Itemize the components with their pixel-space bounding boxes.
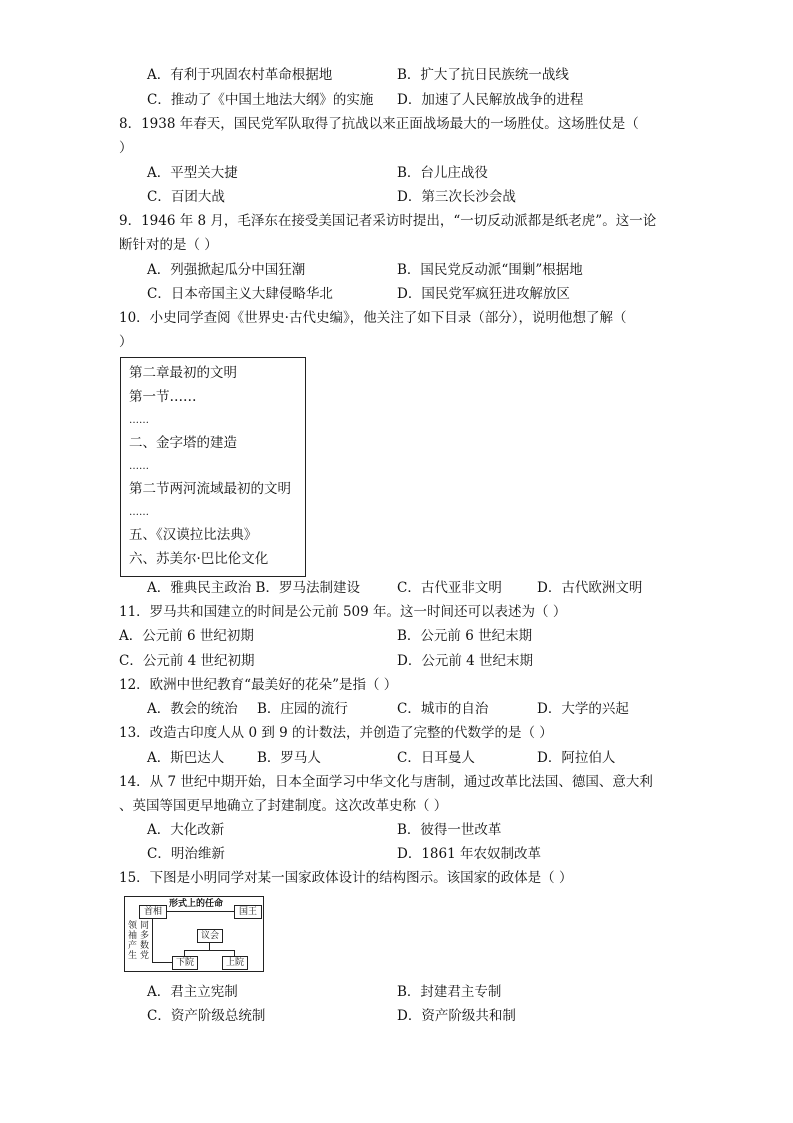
q7-option-b: B．扩大了抗日民族统一战线	[397, 67, 569, 83]
q10-option-d: D．古代欧洲文明	[537, 580, 643, 596]
diagram-connector	[184, 950, 235, 951]
q10-stem: 10．小史同学查阅《世界史·古代史编》，他关注了如下目录（部分），说明他想了解（	[119, 310, 627, 326]
q13-option-b: B．罗马人	[257, 750, 321, 766]
q8-option-a: A．平型关大捷	[147, 165, 238, 181]
table-of-contents-box	[120, 357, 306, 577]
q8-option-c: C．百团大战	[147, 189, 225, 205]
toc-line: ……	[129, 461, 149, 472]
q12-option-a: A．教会的统治	[147, 701, 238, 717]
toc-line: 第二节两河流域最初的文明	[129, 481, 291, 497]
q9-option-d: D．国民党军疯狂进攻解放区	[397, 286, 570, 302]
q13-option-c: C．日耳曼人	[397, 750, 475, 766]
q14-option-a: A．大化改新	[147, 822, 225, 838]
q12-stem: 12．欧洲中世纪教育“最美好的花朵”是指（ ）	[119, 677, 398, 693]
q15-option-d: D．资产阶级共和制	[397, 1008, 516, 1024]
q7-option-d: D．加速了人民解放战争的进程	[397, 92, 584, 108]
q14-stem: 14．从 7 世纪中期开始，日本全面学习中华文化与唐制，通过改革比法国、德国、意大利	[119, 774, 653, 790]
q11-option-c: C．公元前 4 世纪初期	[119, 653, 255, 669]
diagram-king-box: 国王	[234, 905, 262, 919]
diagram-parliament-box: 议会	[197, 929, 223, 943]
q11-option-b: B．公元前 6 世纪末期	[397, 628, 533, 644]
q14-option-d: D．1861 年农奴制改革	[397, 846, 541, 862]
diagram-lower-house-box: 下院	[172, 956, 198, 970]
q10-stem-cont: ）	[119, 334, 133, 350]
q8-stem: 8．1938 年春天，国民党军队取得了抗战以来正面战场最大的一场胜仗。这场胜仗是（	[119, 116, 639, 132]
q14-option-c: C．明治维新	[147, 846, 225, 862]
q15-option-b: B．封建君主专制	[397, 984, 502, 1000]
toc-line: ……	[129, 415, 149, 426]
q15-option-a: A．君主立宪制	[147, 984, 238, 1000]
q7-option-a: A．有利于巩固农村革命根据地	[147, 67, 333, 83]
toc-line: 第二章最初的文明	[129, 365, 237, 381]
government-structure-diagram	[124, 896, 264, 972]
q9-option-a: A．列强掀起瓜分中国狂潮	[147, 262, 306, 278]
toc-line: 二、金字塔的建造	[129, 435, 237, 451]
q13-option-d: D．阿拉伯人	[537, 750, 616, 766]
diagram-connector	[152, 918, 153, 963]
q15-stem: 15．下图是小明同学对某一国家政体设计的结构图示。该国家的政体是（ ）	[119, 870, 573, 886]
q10-option-c: C．古代亚非文明	[397, 580, 502, 596]
q7-option-c: C．推动了《中国土地法大纲》的实施	[147, 92, 374, 108]
toc-line: 五、《汉谟拉比法典》	[129, 527, 258, 543]
q9-stem-cont: 断针对的是（ ）	[119, 237, 218, 253]
q8-option-d: D．第三次长沙会战	[397, 189, 516, 205]
diagram-pm-box: 首相	[139, 905, 167, 919]
q12-option-d: D．大学的兴起	[537, 701, 629, 717]
toc-line: 六、苏美尔·巴比伦文化	[129, 551, 269, 567]
q9-option-c: C．日本帝国主义大肆侵略华北	[147, 286, 333, 302]
toc-line: 第一节……	[129, 389, 197, 405]
diagram-majority-label: 同多数党	[140, 921, 150, 961]
q11-option-a: A．公元前 6 世纪初期	[119, 628, 254, 644]
q9-option-b: B．国民党反动派“围剿”根据地	[397, 262, 583, 278]
q8-option-b: B．台儿庄战役	[397, 165, 488, 181]
diagram-connector	[152, 962, 172, 963]
diagram-appoint-arrow	[166, 911, 234, 912]
diagram-leader-label: 领袖产生	[128, 921, 138, 961]
q12-option-c: C．城市的自治	[397, 701, 489, 717]
q10-option-ab: A．雅典民主政治 B．罗马法制建设	[147, 580, 360, 596]
q13-option-a: A．斯巴达人	[147, 750, 225, 766]
q14-stem-cont: 、英国等国更早地确立了封建制度。这次改革史称（ ）	[119, 798, 448, 814]
q8-stem-cont: ）	[119, 140, 133, 156]
q14-option-b: B．彼得一世改革	[397, 822, 502, 838]
toc-line: ……	[129, 507, 149, 518]
diagram-connector	[209, 942, 210, 950]
diagram-upper-house-box: 上院	[222, 956, 248, 970]
q9-stem: 9．1946 年 8 月，毛泽东在接受美国记者采访时提出，“一切反动派都是纸老虎”。这一论	[119, 213, 657, 229]
diagram-formal-label: 形式上的任命	[169, 899, 224, 909]
q12-option-b: B．庄园的流行	[257, 701, 348, 717]
q11-stem: 11．罗马共和国建立的时间是公元前 509 年。这一时间还可以表述为（ ）	[119, 604, 567, 620]
q11-option-d: D．公元前 4 世纪末期	[397, 653, 533, 669]
q13-stem: 13．改造古印度人从 0 到 9 的计数法，并创造了完整的代数学的是（ ）	[119, 725, 553, 741]
q15-option-c: C．资产阶级总统制	[147, 1008, 266, 1024]
